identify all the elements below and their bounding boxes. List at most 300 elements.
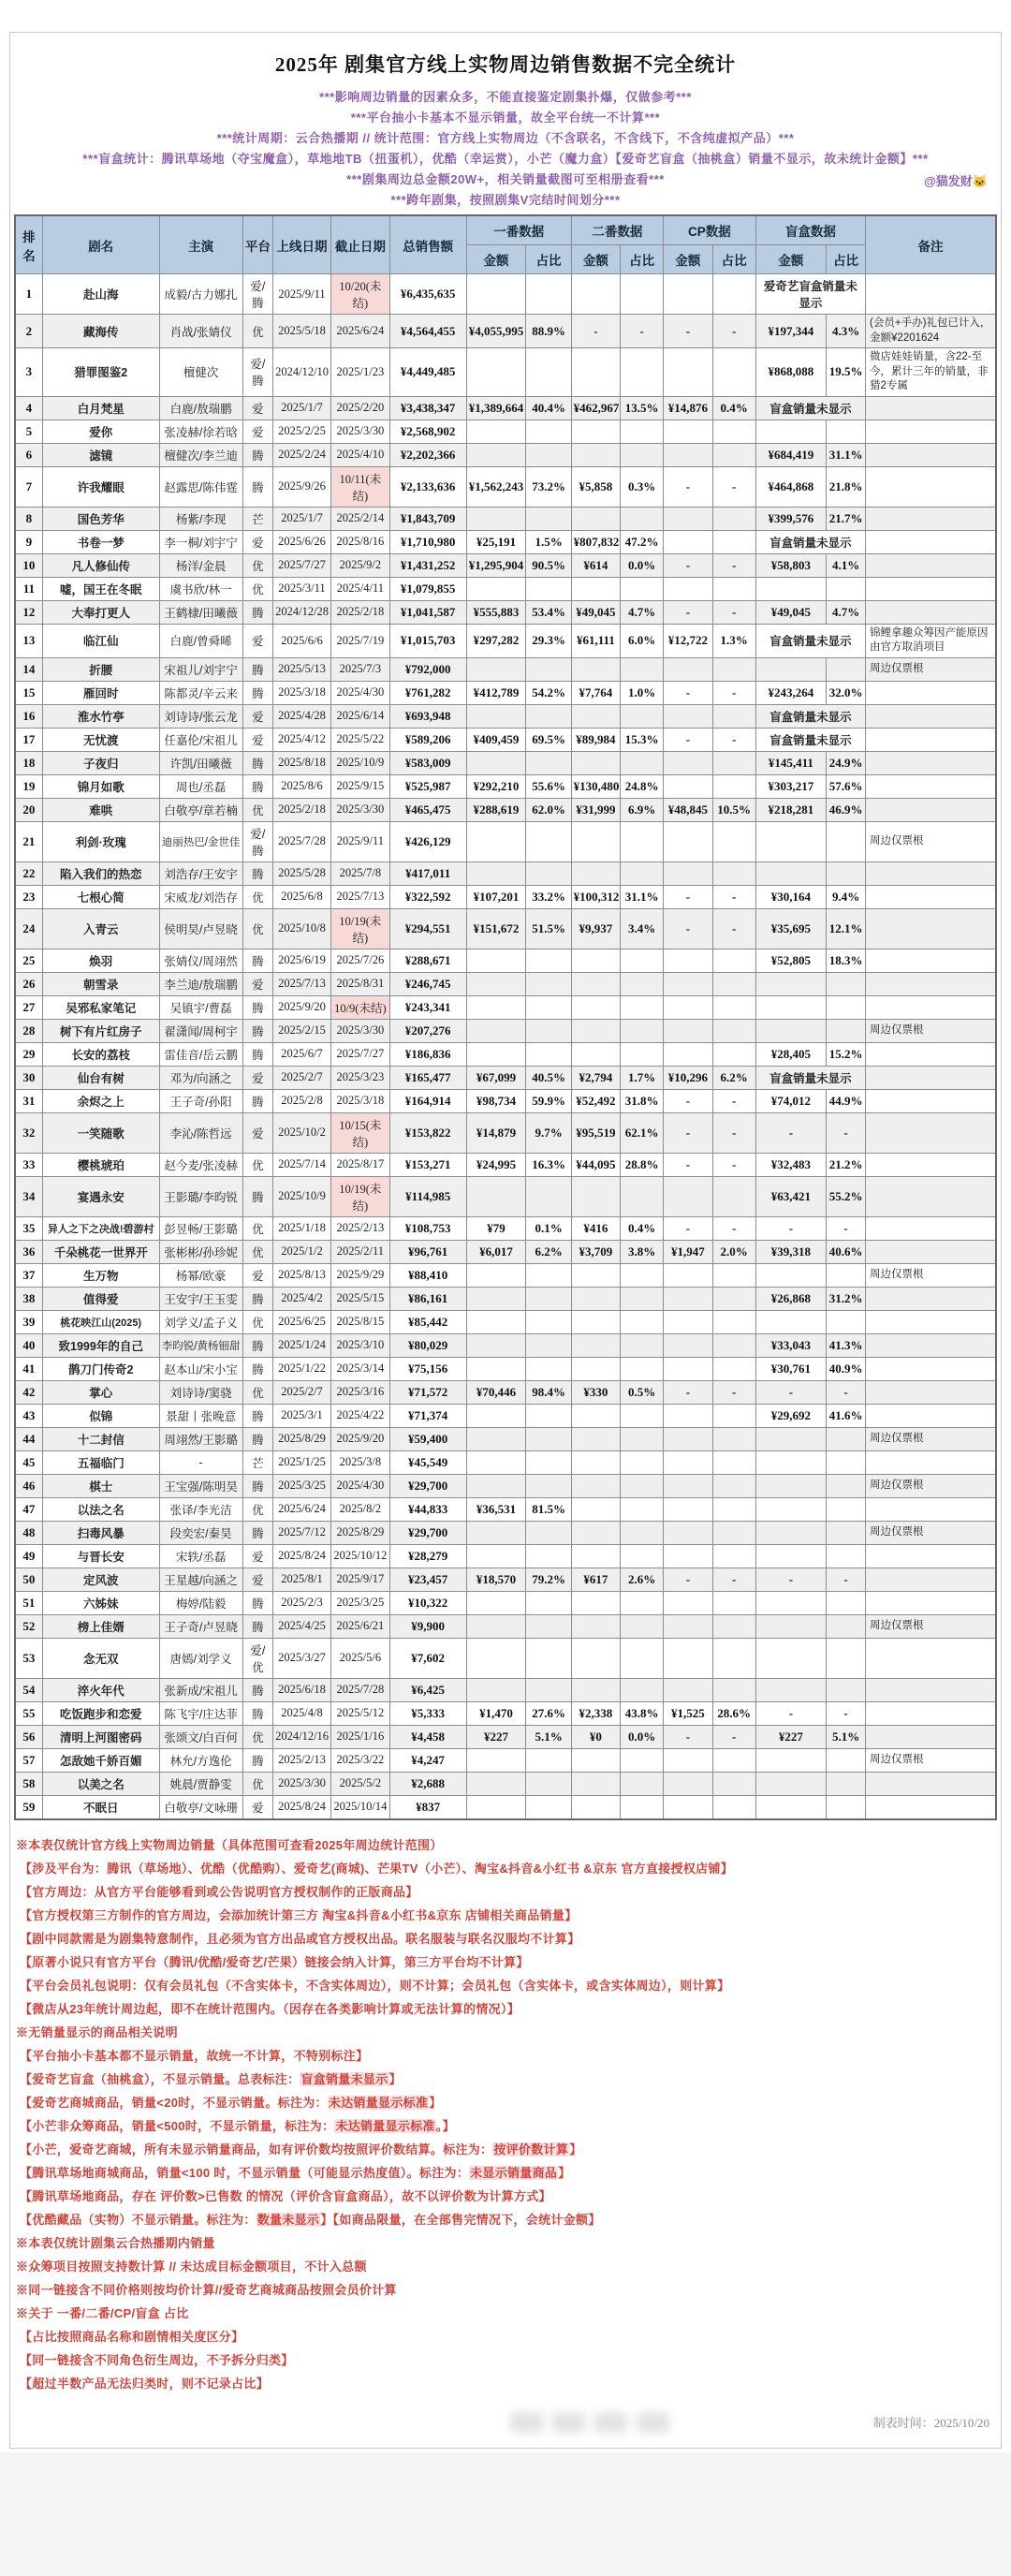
- cast-cell: -: [159, 1450, 242, 1474]
- rank-cell: 53: [15, 1638, 42, 1678]
- rank-cell: 11: [15, 577, 42, 600]
- group-blindbox-percent: 占比: [827, 245, 866, 274]
- total-sales-cell: ¥28,279: [389, 1544, 466, 1568]
- platform-cell: 优: [242, 1240, 272, 1263]
- cast-cell: 张凌赫/徐若晗: [159, 420, 242, 443]
- ichiban-amount-cell: ¥36,531: [466, 1497, 526, 1521]
- blindbox-amount-cell: [755, 1795, 826, 1819]
- table-row: [15, 348, 996, 397]
- table-row: [15, 1216, 996, 1240]
- cast-cell: 宋祖儿/刘宇宁: [159, 657, 242, 681]
- niban-percent-cell: 43.8%: [621, 1701, 664, 1725]
- end-date-cell: 10/19(未结): [330, 1176, 389, 1216]
- cp-percent-cell: -: [712, 600, 755, 624]
- blindbox-amount-cell: ¥227: [755, 1725, 826, 1748]
- ichiban-amount-cell: [466, 751, 526, 774]
- niban-percent-cell: 6.9%: [621, 798, 664, 821]
- footer-note-line: [16, 2325, 995, 2348]
- niban-percent-cell: [621, 1176, 664, 1216]
- remark-cell: (会员+手办)礼包已计入，金额¥2201624: [866, 315, 996, 348]
- start-date-cell: 2025/6/8: [273, 885, 331, 908]
- table-row: [15, 1042, 996, 1066]
- ichiban-amount-cell: [466, 1427, 526, 1450]
- blindbox-percent-cell: [827, 1795, 866, 1819]
- col-platform: 平台: [242, 215, 272, 274]
- cp-amount-cell: [664, 1404, 712, 1427]
- total-sales-cell: ¥294,551: [389, 908, 466, 949]
- blindbox-amount-cell: [755, 1019, 826, 1042]
- cp-percent-cell: -: [712, 908, 755, 949]
- ichiban-amount-cell: ¥412,789: [466, 681, 526, 704]
- footer-note-text: 【爱奇艺商城商品，销量<20时，不显示销量。标注为：: [20, 2095, 328, 2110]
- col-title: 剧名: [42, 215, 159, 274]
- ichiban-amount-cell: ¥67,099: [466, 1066, 526, 1089]
- rank-cell: 38: [15, 1287, 42, 1310]
- table-row: [15, 553, 996, 577]
- ichiban-percent-cell: 98.4%: [526, 1380, 571, 1404]
- platform-cell: 优: [242, 1216, 272, 1240]
- remark-cell: 周边仅票根: [866, 1614, 996, 1638]
- ichiban-amount-cell: [466, 1748, 526, 1772]
- niban-percent-cell: [621, 420, 664, 443]
- platform-cell: 爱/腾: [242, 348, 272, 397]
- remark-cell: [866, 1112, 996, 1153]
- drama-title-cell: 清明上河图密码: [42, 1725, 159, 1748]
- table-row: [15, 995, 996, 1019]
- footer-note-text: ※众筹项目按照支持数计算 // 未达成目标金额项目，不计入总额: [16, 2259, 367, 2274]
- drama-title-cell: 不眠日: [42, 1795, 159, 1819]
- cp-percent-cell: [712, 1404, 755, 1427]
- cp-percent-cell: [712, 949, 755, 972]
- table-row: [15, 1380, 996, 1404]
- cp-amount-cell: -: [664, 553, 712, 577]
- cp-amount-cell: [664, 657, 712, 681]
- cast-cell: 周也/丞磊: [159, 774, 242, 798]
- start-date-cell: 2025/2/7: [273, 1380, 331, 1404]
- niban-percent-cell: [621, 1310, 664, 1333]
- ichiban-amount-cell: [466, 1614, 526, 1638]
- platform-cell: 爱: [242, 1544, 272, 1568]
- end-date-cell: 2025/9/20: [330, 1427, 389, 1450]
- end-date-cell: 2025/8/15: [330, 1310, 389, 1333]
- cp-percent-cell: -: [712, 1216, 755, 1240]
- niban-percent-cell: [621, 1333, 664, 1357]
- platform-cell: 爱: [242, 530, 272, 553]
- end-date-cell: 2025/9/15: [330, 774, 389, 798]
- blindbox-amount-cell: [755, 420, 826, 443]
- niban-percent-cell: 0.0%: [621, 1725, 664, 1748]
- remark-cell: [866, 507, 996, 530]
- start-date-cell: 2025/8/29: [273, 1427, 331, 1450]
- total-sales-cell: ¥207,276: [389, 1019, 466, 1042]
- blindbox-amount-cell: [755, 1614, 826, 1638]
- cp-amount-cell: [664, 1357, 712, 1380]
- rank-cell: 47: [15, 1497, 42, 1521]
- drama-title-cell: 锦月如歌: [42, 774, 159, 798]
- cp-amount-cell: [664, 1019, 712, 1042]
- cast-cell: 白敬亭/文咏珊: [159, 1795, 242, 1819]
- footer-note-text: 【涉及平台为：腾讯（草场地）、优酷（优酷购）、爱奇艺(商城)、芒果TV（小芒）、淘宝&抖音&小红书 &京东 官方直接授权店铺】: [20, 1861, 734, 1876]
- blindbox-amount-cell: ¥399,576: [755, 507, 826, 530]
- start-date-cell: 2025/2/8: [273, 1089, 331, 1112]
- end-date-cell: 2025/4/11: [330, 577, 389, 600]
- ichiban-percent-cell: [526, 1287, 571, 1310]
- ichiban-amount-cell: [466, 1450, 526, 1474]
- drama-title-cell: 念无双: [42, 1638, 159, 1678]
- remark-cell: 微店娃娃销量，含22-至今，累计三年的销量，非猎2专属: [866, 348, 996, 397]
- footer-note-line: [16, 2348, 995, 2372]
- end-date-cell: 2025/2/14: [330, 507, 389, 530]
- remark-cell: [866, 1772, 996, 1795]
- ichiban-amount-cell: [466, 1591, 526, 1614]
- cast-cell: 檀健次/李兰迪: [159, 443, 242, 466]
- cp-percent-cell: [712, 1614, 755, 1638]
- drama-title-cell: 书卷一梦: [42, 530, 159, 553]
- niban-amount-cell: [571, 1497, 620, 1521]
- ichiban-percent-cell: 69.5%: [526, 728, 571, 751]
- platform-cell: 腾: [242, 600, 272, 624]
- platform-cell: 腾: [242, 861, 272, 885]
- rank-cell: 49: [15, 1544, 42, 1568]
- ichiban-amount-cell: [466, 949, 526, 972]
- drama-title-cell: 怎敌她千娇百媚: [42, 1748, 159, 1772]
- rank-cell: 3: [15, 348, 42, 397]
- niban-amount-cell: [571, 443, 620, 466]
- rank-cell: 21: [15, 821, 42, 861]
- drama-title-cell: 凡人修仙传: [42, 553, 159, 577]
- remark-cell: [866, 681, 996, 704]
- platform-cell: 优: [242, 1153, 272, 1176]
- niban-percent-cell: [621, 1748, 664, 1772]
- start-date-cell: 2025/6/6: [273, 624, 331, 657]
- rank-cell: 10: [15, 553, 42, 577]
- cast-cell: 李兰迪/敖瑞鹏: [159, 972, 242, 995]
- footer-note-line: [16, 2372, 995, 2395]
- ichiban-amount-cell: [466, 1287, 526, 1310]
- niban-percent-cell: 0.0%: [621, 553, 664, 577]
- footer-note-text: 【平台会员礼包说明：仅有会员礼包（不含实体卡，不含实体周边），则不计算；会员礼包（含实体卡，或含实体周边），则计算】: [20, 1978, 730, 1993]
- footer-note-line: [16, 2068, 995, 2091]
- ichiban-amount-cell: ¥24,995: [466, 1153, 526, 1176]
- ichiban-percent-cell: [526, 420, 571, 443]
- blindbox-percent-cell: 40.6%: [827, 1240, 866, 1263]
- cp-percent-cell: 0.4%: [712, 396, 755, 420]
- blindbox-amount-cell: ¥243,264: [755, 681, 826, 704]
- platform-cell: 爱/优: [242, 1638, 272, 1678]
- table-row: [15, 1112, 996, 1153]
- table-row: [15, 530, 996, 553]
- blindbox-percent-cell: 4.7%: [827, 600, 866, 624]
- cp-amount-cell: -: [664, 1153, 712, 1176]
- start-date-cell: 2025/8/1: [273, 1568, 331, 1591]
- group-ichiban-amount: 金额: [466, 245, 526, 274]
- cast-cell: 刘学义/孟子义: [159, 1310, 242, 1333]
- remark-cell: [866, 1153, 996, 1176]
- niban-percent-cell: [621, 821, 664, 861]
- niban-percent-cell: [621, 1497, 664, 1521]
- drama-title-cell: 子夜归: [42, 751, 159, 774]
- cp-percent-cell: [712, 1497, 755, 1521]
- rank-cell: 2: [15, 315, 42, 348]
- table-row: [15, 577, 996, 600]
- remark-cell: [866, 466, 996, 507]
- platform-cell: 爱/腾: [242, 821, 272, 861]
- rank-cell: 34: [15, 1176, 42, 1216]
- niban-amount-cell: ¥44,095: [571, 1153, 620, 1176]
- table-row: [15, 704, 996, 728]
- cp-percent-cell: [712, 1638, 755, 1678]
- drama-title-cell: 吃饭跑步和恋爱: [42, 1701, 159, 1725]
- total-sales-cell: ¥761,282: [389, 681, 466, 704]
- blindbox-amount-cell: ¥30,164: [755, 885, 826, 908]
- start-date-cell: 2025/7/27: [273, 553, 331, 577]
- platform-cell: 爱: [242, 1112, 272, 1153]
- group-blindbox-amount: 金额: [755, 245, 826, 274]
- cast-cell: 雷佳音/岳云鹏: [159, 1042, 242, 1066]
- blindbox-percent-cell: 4.1%: [827, 553, 866, 577]
- ichiban-percent-cell: [526, 1310, 571, 1333]
- footer-note-text: 【占比按照商品名称和剧情相关度区分】: [20, 2329, 244, 2344]
- total-sales-cell: ¥243,341: [389, 995, 466, 1019]
- ichiban-amount-cell: [466, 1521, 526, 1544]
- ichiban-percent-cell: [526, 1474, 571, 1497]
- col-cast: 主演: [159, 215, 242, 274]
- niban-amount-cell: [571, 1176, 620, 1216]
- cp-amount-cell: ¥10,296: [664, 1066, 712, 1089]
- footer-note-text: 】: [558, 2165, 571, 2180]
- remark-cell: [866, 530, 996, 553]
- rank-cell: 59: [15, 1795, 42, 1819]
- drama-title-cell: 大奉打更人: [42, 600, 159, 624]
- total-sales-cell: ¥583,009: [389, 751, 466, 774]
- table-row: [15, 949, 996, 972]
- blindbox-percent-cell: 21.7%: [827, 507, 866, 530]
- niban-amount-cell: ¥49,045: [571, 600, 620, 624]
- blindbox-amount-cell: ¥74,012: [755, 1089, 826, 1112]
- sheet-inner: [9, 32, 1002, 2449]
- footer-note-text: ※同一链接含不同价格则按均价计算//爱奇艺商城商品按照会员价计算: [16, 2282, 397, 2297]
- end-date-cell: 10/20(未结): [330, 274, 389, 315]
- cast-cell: 张彬彬/孙珍妮: [159, 1240, 242, 1263]
- start-date-cell: 2025/1/2: [273, 1240, 331, 1263]
- start-date-cell: 2025/9/11: [273, 274, 331, 315]
- rank-cell: 39: [15, 1310, 42, 1333]
- footer-note-text: 【官方周边：从官方平台能够看到或公告说明官方授权制作的正版商品】: [20, 1884, 418, 1899]
- start-date-cell: 2025/1/7: [273, 396, 331, 420]
- niban-amount-cell: [571, 1591, 620, 1614]
- blindbox-percent-cell: 15.2%: [827, 1042, 866, 1066]
- cast-cell: 王星越/向涵之: [159, 1568, 242, 1591]
- ichiban-percent-cell: 1.5%: [526, 530, 571, 553]
- cast-cell: 刘诗诗/窦骁: [159, 1380, 242, 1404]
- total-sales-cell: ¥96,761: [389, 1240, 466, 1263]
- cast-cell: 杨紫/李现: [159, 507, 242, 530]
- cp-percent-cell: [712, 1678, 755, 1701]
- rank-cell: 32: [15, 1112, 42, 1153]
- blindbox-percent-cell: [827, 1521, 866, 1544]
- blindbox-amount-cell: ¥58,803: [755, 553, 826, 577]
- total-sales-cell: ¥288,671: [389, 949, 466, 972]
- niban-amount-cell: [571, 1474, 620, 1497]
- ichiban-percent-cell: [526, 1427, 571, 1450]
- blindbox-amount-cell: ¥218,281: [755, 798, 826, 821]
- table-row: [15, 396, 996, 420]
- platform-cell: 爱/腾: [242, 274, 272, 315]
- platform-cell: 优: [242, 1725, 272, 1748]
- end-date-cell: 2025/4/30: [330, 1474, 389, 1497]
- niban-percent-cell: 13.5%: [621, 396, 664, 420]
- cast-cell: 迪丽热巴/金世佳: [159, 821, 242, 861]
- platform-cell: 芒: [242, 507, 272, 530]
- start-date-cell: 2025/3/25: [273, 1474, 331, 1497]
- niban-amount-cell: [571, 1748, 620, 1772]
- platform-cell: 腾: [242, 774, 272, 798]
- cast-cell: 彭昱畅/王影璐: [159, 1216, 242, 1240]
- start-date-cell: 2025/3/1: [273, 1404, 331, 1427]
- remark-cell: [866, 1450, 996, 1474]
- niban-percent-cell: [621, 348, 664, 397]
- total-sales-cell: ¥4,564,455: [389, 315, 466, 348]
- platform-cell: 腾: [242, 1333, 272, 1357]
- footer-note-text: ※关于 一番/二番/CP/盲盒 占比: [16, 2305, 189, 2320]
- blindbox-percent-cell: 41.6%: [827, 1404, 866, 1427]
- rank-cell: 36: [15, 1240, 42, 1263]
- blindbox-amount-cell: [755, 972, 826, 995]
- cp-amount-cell: [664, 1614, 712, 1638]
- platform-cell: 腾: [242, 1678, 272, 1701]
- niban-percent-cell: [621, 1474, 664, 1497]
- start-date-cell: 2025/10/8: [273, 908, 331, 949]
- blindbox-percent-cell: 21.8%: [827, 466, 866, 507]
- cp-amount-cell: [664, 1263, 712, 1287]
- niban-percent-cell: [621, 1772, 664, 1795]
- blindbox-amount-cell: ¥145,411: [755, 751, 826, 774]
- total-sales-cell: ¥1,015,703: [389, 624, 466, 657]
- remark-cell: [866, 1795, 996, 1819]
- ichiban-percent-cell: [526, 1678, 571, 1701]
- drama-title-cell: 焕羽: [42, 949, 159, 972]
- blindbox-percent-cell: 32.0%: [827, 681, 866, 704]
- rank-cell: 42: [15, 1380, 42, 1404]
- start-date-cell: 2025/8/24: [273, 1795, 331, 1819]
- end-date-cell: 10/19(未结): [330, 908, 389, 949]
- ichiban-amount-cell: ¥1,562,243: [466, 466, 526, 507]
- remark-cell: 周边仅票根: [866, 1748, 996, 1772]
- start-date-cell: 2025/2/24: [273, 443, 331, 466]
- start-date-cell: 2024/12/16: [273, 1725, 331, 1748]
- cast-cell: 段奕宏/秦昊: [159, 1521, 242, 1544]
- cast-cell: 陈都灵/辛云来: [159, 681, 242, 704]
- blindbox-percent-cell: [827, 420, 866, 443]
- remark-cell: [866, 1240, 996, 1263]
- table-row: [15, 1772, 996, 1795]
- niban-percent-cell: [621, 1614, 664, 1638]
- top-note-line: ***统计周期：云合热播期 // 统计范围：官方线上实物周边（不含联名，不含线下，不含纯虚拟产品）***: [216, 131, 795, 145]
- ichiban-amount-cell: ¥409,459: [466, 728, 526, 751]
- cp-amount-cell: -: [664, 1112, 712, 1153]
- rank-cell: 40: [15, 1333, 42, 1357]
- group-niban: 二番数据: [571, 215, 664, 245]
- footer-note-line: [16, 1904, 995, 1927]
- ichiban-percent-cell: 40.5%: [526, 1066, 571, 1089]
- cp-percent-cell: -: [712, 1725, 755, 1748]
- start-date-cell: 2025/4/28: [273, 704, 331, 728]
- rank-cell: 16: [15, 704, 42, 728]
- ichiban-percent-cell: 5.1%: [526, 1725, 571, 1748]
- drama-title-cell: 以美之名: [42, 1772, 159, 1795]
- total-sales-cell: ¥153,271: [389, 1153, 466, 1176]
- start-date-cell: 2025/7/13: [273, 972, 331, 995]
- cp-percent-cell: 2.0%: [712, 1240, 755, 1263]
- ichiban-amount-cell: [466, 420, 526, 443]
- blindbox-amount-cell: [755, 1427, 826, 1450]
- platform-cell: 腾: [242, 1701, 272, 1725]
- table-row: [15, 681, 996, 704]
- blindbox-amount-cell: [755, 1474, 826, 1497]
- remark-cell: [866, 949, 996, 972]
- blindbox-amount-cell: [755, 821, 826, 861]
- cp-percent-cell: -: [712, 1380, 755, 1404]
- cp-amount-cell: ¥1,525: [664, 1701, 712, 1725]
- footer-note-text: 【腾讯草场地商城商品，销量<100 时，不显示销量（可能显示热度值）。标注为：: [20, 2165, 470, 2180]
- cp-percent-cell: [712, 274, 755, 315]
- start-date-cell: 2025/2/7: [273, 1066, 331, 1089]
- remark-cell: [866, 274, 996, 315]
- blindbox-amount-cell: [755, 995, 826, 1019]
- top-note-line: ***剧集周边总金额20W+，相关销量截图可至相册查看***: [346, 172, 665, 186]
- cp-percent-cell: [712, 774, 755, 798]
- drama-title-cell: 临江仙: [42, 624, 159, 657]
- footer-note-text: 【剧中同款需是为剧集特意制作，且必须为官方出品或官方授权出品。联名服装与联名汉服均不计算】: [20, 1931, 580, 1946]
- total-sales-cell: ¥114,985: [389, 1176, 466, 1216]
- platform-cell: 优: [242, 908, 272, 949]
- start-date-cell: 2025/1/7: [273, 507, 331, 530]
- remark-cell: 周边仅票根: [866, 1474, 996, 1497]
- rank-cell: 46: [15, 1474, 42, 1497]
- cast-cell: 白鹿/敖瑞鹏: [159, 396, 242, 420]
- table-row: [15, 798, 996, 821]
- table-row: [15, 1019, 996, 1042]
- ichiban-percent-cell: 90.5%: [526, 553, 571, 577]
- ichiban-amount-cell: ¥297,282: [466, 624, 526, 657]
- table-row: [15, 1497, 996, 1521]
- cp-percent-cell: 1.3%: [712, 624, 755, 657]
- blindbox-amount-cell: ¥63,421: [755, 1176, 826, 1216]
- blindbox-percent-cell: [827, 1310, 866, 1333]
- end-date-cell: 2025/5/12: [330, 1701, 389, 1725]
- total-sales-cell: ¥837: [389, 1795, 466, 1819]
- niban-percent-cell: [621, 1521, 664, 1544]
- cp-percent-cell: [712, 657, 755, 681]
- total-sales-cell: ¥2,568,902: [389, 420, 466, 443]
- total-sales-cell: ¥1,710,980: [389, 530, 466, 553]
- end-date-cell: 2025/2/11: [330, 1240, 389, 1263]
- cp-percent-cell: [712, 507, 755, 530]
- rank-cell: 4: [15, 396, 42, 420]
- ichiban-percent-cell: [526, 972, 571, 995]
- cp-percent-cell: [712, 1287, 755, 1310]
- blindbox-percent-cell: 18.3%: [827, 949, 866, 972]
- cp-amount-cell: [664, 1748, 712, 1772]
- niban-percent-cell: [621, 1591, 664, 1614]
- blindbox-percent-cell: 5.1%: [827, 1725, 866, 1748]
- niban-amount-cell: ¥614: [571, 553, 620, 577]
- footer-note-line: [16, 2114, 995, 2138]
- start-date-cell: 2024/12/28: [273, 600, 331, 624]
- blindbox-percent-cell: [827, 1748, 866, 1772]
- drama-title-cell: 定风波: [42, 1568, 159, 1591]
- cp-amount-cell: -: [664, 1089, 712, 1112]
